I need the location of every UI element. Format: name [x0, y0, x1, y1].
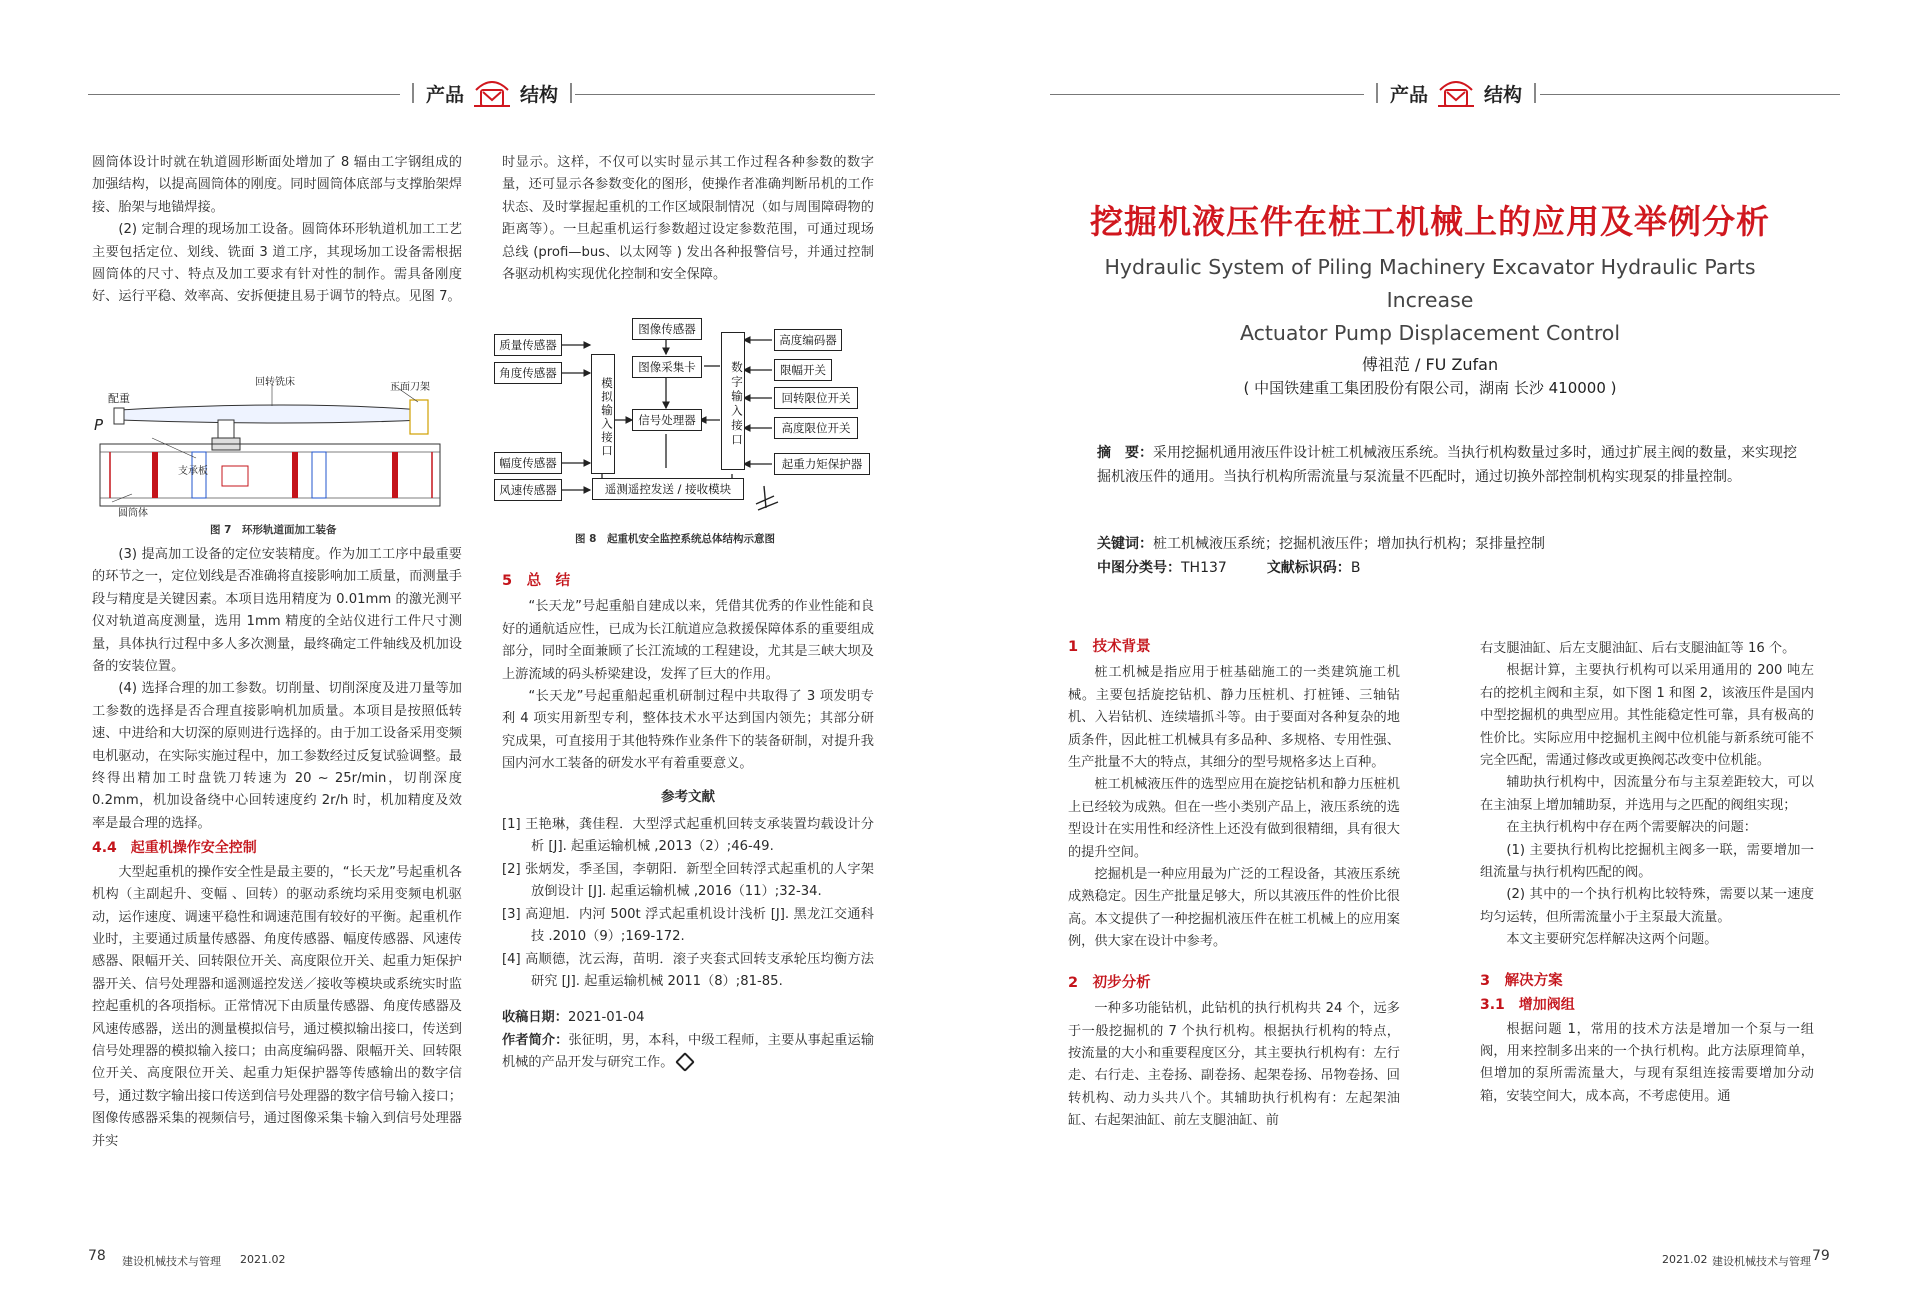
fig8-sensor-box: 起重力矩保护器 — [774, 453, 870, 475]
fig8-sensor-box: 风速传感器 — [494, 479, 562, 501]
left-footer-journal: 建设机械技术与管理 — [122, 1255, 221, 1268]
doc-code-value: B — [1350, 560, 1361, 576]
paragraph: 时显示。这样，不仅可以实时显示其工作过程各种参数的数字量，还可显示各参数变化的图形，使操作者准确判断吊机的工作状态、及时掌握起重机的工作区域限制情况（如与周围障碍物的距离等）。一旦起重机运行参数超过设定参数范围，可通过现场总线 (profi—bus、以太网等 ) 发出各种报警信号，并通过控制各驱动机构实现优化控制和安全保障。 — [502, 155, 874, 283]
header-separator — [412, 83, 414, 103]
fig7-label-front-tool-holder: 正面刀架 — [390, 382, 430, 393]
magazine-logo-icon — [1436, 76, 1476, 110]
fig8-sensor-box: 高度限位开关 — [774, 417, 858, 439]
fig7-label-cylinder: 圆筒体 — [118, 508, 148, 519]
fig7-label-p: P — [94, 416, 104, 434]
article-title-cn: 挖掘机液压件在桩工机械上的应用及举例分析 — [1090, 202, 1770, 241]
figure-7-machining-equipment — [92, 372, 462, 512]
paragraph: (2) 其中的一个执行机构比较特殊，需要以某一速度均匀运转，但所需流量小于主泵最大流量。 — [1480, 887, 1814, 925]
paragraph: “长天龙”号起重船自建成以来，凭借其优秀的作业性能和良好的通航适应性，已成为长江航道应急救援保障体系的重要组成部分，同时全面兼顾了长江流域的工程建设，尤其是三峡大坝及上游流域的码头桥梁建设，发挥了巨大的作用。 — [502, 599, 874, 682]
left-page-header — [400, 76, 584, 110]
fig7-label-rotary-milling: 回转铣床 — [255, 377, 295, 388]
section-heading-3: 3 解决方案 — [1480, 972, 1563, 989]
magazine-logo-icon — [472, 76, 512, 110]
paragraph: (3) 提高加工设备的定位安装精度。作为加工工序中最重要的环节之一，定位划线是否准确将直接影响加工质量，而测量手段与精度是关键因素。本项目选用精度为 0.01mm 的激光测平仪对轨道高度测量，选用 1mm 精度的全站仪进行工件尺寸测量，具体执行过程中多人多次测量，最终确定工件轴线及机加设备的安装位置。 — [92, 547, 462, 675]
right-footer-journal: 建设机械技术与管理 — [1712, 1255, 1811, 1268]
header-separator — [1534, 83, 1536, 103]
paragraph: (4) 选择合理的加工参数。切削量、切削深度及进刀量等加工参数的选择是否合理直接影响机加质量。本项目是按照低转速、中进给和大切深的原则进行选择的。由于加工设备采用变频电机驱动，在实际实施过程中，加工参数经过反复试验调整。最终得出精加工时盘铣刀转速为 20 ~ 25r/min，切削深度 0.2mm，机加设备绕中心回转速度约 2r/h 时，机加精度及效率是最合理的选择。 — [92, 681, 462, 831]
figure-7-caption: 图 7 环形轨道面加工装备 — [210, 524, 337, 536]
end-mark-icon — [675, 1052, 695, 1072]
clc-label: 中图分类号： — [1097, 560, 1181, 576]
left-page-column-2 — [502, 152, 874, 286]
section-heading-4-4: 4.4 起重机操作安全控制 — [92, 840, 257, 857]
section-heading-5: 5 总 结 — [502, 573, 571, 589]
fig8-digital-input-port: 数字输入接口 — [721, 332, 745, 470]
references-title: 参考文献 — [661, 788, 715, 805]
right-page-column-2 — [1480, 638, 1814, 1108]
paragraph: 辅助执行机构中，因流量分布与主泵差距较大，可以在主油泵上增加辅助泵，并选用与之匹配的阀组实现； — [1480, 775, 1814, 813]
keywords — [1097, 532, 1802, 556]
classification — [1097, 556, 1802, 580]
section-heading-1: 1 技术背景 — [1068, 639, 1151, 655]
right-page-column-1 — [1068, 636, 1400, 1133]
header-separator — [570, 83, 572, 103]
paragraph: 右支腿油缸、后左支腿油缸、后右支腿油缸等 16 个。 — [1480, 641, 1796, 656]
section-heading-3-1: 3.1 增加阀组 — [1480, 997, 1575, 1014]
paragraph: 在主执行机构中存在两个需要解决的问题： — [1506, 820, 1757, 836]
paragraph: 根据问题 1，常用的技术方法是增加一个泵与一组阀，用来控制多出来的一个执行机构。此方法原理简单，但增加的泵所需流量大，与现有泵组连接需要增加分动箱，安装空间大，成本高，不考虑使用。通 — [1480, 1021, 1814, 1104]
article-title-en — [1060, 251, 1800, 350]
article-affiliation: ( 中国铁建重工集团股份有限公司，湖南 长沙 410000 ) — [1243, 379, 1617, 397]
paragraph: 根据计算，主要执行机构可以采用通用的 200 吨左右的挖机主阀和主泵，如下图 1 和图 2，该液压件是国内中型挖掘机的典型应用。其性能稳定性可靠，具有极高的性价比。实际应用中挖掘机主阀中位机能与新系统可能不完全匹配，需通过修改或更换阀芯改变中位机能。 — [1480, 663, 1814, 769]
header-separator — [1376, 83, 1378, 103]
article-title-en-line-1: Hydraulic System of Piling Machinery Excavator Hydraulic Parts Increase — [1104, 255, 1756, 312]
fig8-image-card: 图像采集卡 — [632, 356, 702, 378]
reference-item: [1] 王艳琳，龚佳程．大型浮式起重机回转支承装置均载设计分析 [J]. 起重运输机械 ,2013（2）;46-49. — [502, 817, 874, 855]
right-page-header — [1364, 76, 1548, 110]
right-header-rule-left — [1050, 94, 1364, 95]
keywords-text: 桩工机械液压系统；挖掘机液压件；增加执行机构；泵排量控制 — [1153, 536, 1545, 552]
received-value: 2021-01-04 — [567, 1010, 645, 1026]
header-label-structure: 结构 — [520, 83, 559, 106]
left-header-rule-right — [575, 94, 875, 95]
keywords-label: 关键词： — [1097, 536, 1153, 552]
reference-item: [2] 张炳发，季圣国，李朝阳．新型全回转浮式起重机的人字架放倒设计 [J]. 起重运输机械 ,2016（11）;32-34. — [502, 861, 874, 900]
abstract-label: 摘 要： — [1097, 445, 1153, 461]
abstract — [1097, 441, 1802, 489]
fig8-telemetry-module: 遥测遥控发送 / 接收模块 — [592, 478, 744, 500]
left-page-column-1-continued — [92, 544, 462, 1153]
received-label: 收稿日期： — [502, 1010, 568, 1026]
section-heading-2: 2 初步分析 — [1068, 974, 1151, 991]
paragraph: 桩工机械液压件的选型应用在旋挖钻机和静力压桩机上已经较为成熟。但在一些小类别产品上，液压系统的选型设计在实用性和经济性上还没有做到很精细，具有很大的提升空间。 — [1068, 777, 1400, 860]
left-footer-issue: 2021.02 — [240, 1253, 286, 1266]
right-header-rule-right — [1540, 94, 1840, 95]
left-page-number: 78 — [88, 1248, 106, 1264]
received-date — [502, 1007, 874, 1029]
clc-value: TH137 — [1181, 560, 1227, 576]
fig8-sensor-box: 限幅开关 — [774, 359, 832, 381]
header-label-product: 产品 — [426, 83, 465, 106]
header-label-structure: 结构 — [1484, 83, 1523, 106]
figure-8-block-diagram — [494, 318, 874, 524]
paragraph: 一种多功能钻机，此钻机的执行机构共 24 个，远多于一般挖掘机的 7 个执行机构。根据执行机构的特点，按流量的大小和重要程度区分，其主要执行机构有：左行走、右行走、主卷扬、副卷扬、起架卷扬、吊物卷扬、回转机构、动力头共八个。其辅助执行机构有：左起架油缸、右起架油缸、前左支腿油缸、前 — [1068, 1001, 1400, 1129]
doc-code-label: 文献标识码： — [1266, 560, 1351, 576]
right-footer-issue: 2021.02 — [1662, 1253, 1708, 1266]
abstract-text: 采用挖掘机通用液压件设计桩工机械液压系统。当执行机构数量过多时，通过扩展主阀的数量，来实现挖掘机液压件的通用。当执行机构所需流量与泵流量不匹配时，通过切换外部控制机构实现泵的排量控制。 — [1097, 445, 1797, 485]
article-author: 傅祖范 / FU Zufan — [1361, 355, 1499, 374]
fig8-sensor-box: 高度编码器 — [774, 329, 842, 351]
reference-item: [4] 高顺德，沈云海，苗明．滚子夹套式回转支承轮压均衡方法研究 [J]. 起重运输机械 2011（8）;81-85. — [502, 951, 874, 989]
fig8-sensor-box: 回转限位开关 — [774, 387, 858, 409]
paragraph: “长天龙”号起重船起重机研制过程中共取得了 3 项发明专利 4 项实用新型专利，整体技术水平达到国内领先；其部分研究成果，可直接用于其他特殊作业条件下的装备研制，对提升我国内河水工装备的研发水平有着重要意义。 — [502, 689, 874, 772]
fig8-sensor-box: 质量传感器 — [494, 334, 562, 356]
paragraph: (1) 主要执行机构比挖掘机主阀多一联，需要增加一组流量与执行机构匹配的阀。 — [1480, 842, 1814, 881]
left-header-rule-left — [88, 94, 400, 95]
paragraph: 本文主要研究怎样解决这两个问题。 — [1506, 932, 1718, 948]
fig8-signal-processor: 信号处理器 — [632, 409, 702, 431]
reference-item: [3] 高迎旭．内河 500t 浮式起重机设计浅析 [J]. 黑龙江交通科技 .2010（9）;169-172. — [502, 906, 874, 945]
author-bio-value: 张征明，男，本科，中级工程师，主要从事起重运输机械的产品开发与研究工作。 — [502, 1032, 875, 1071]
paragraph: 大型起重机的操作安全性是最主要的，“长天龙”号起重机各机构（主副起升、变幅 、回转）的驱动系统均采用变频电机驱动，运作速度、调速平稳性和调速范围有较好的平衡。起重机作业时，主要通过质量传感器、角度传感器、幅度传感器、风速传感器、限幅开关、回转限位开关、高度限位开关、起重力矩保护器开关、信号处理器和遥测遥控发送／接收等模块或系统实时监控起重机的各项指标。正常情况下由质量传感器、角度传感器及风速传感器，送出的测量模拟信号，通过模拟输出接口，传送到信号处理器的模拟输入接口；由高度编码器、限幅开关、回转限位开关、高度限位开关、起重力矩保护器等传感输出的数字信号，通过数字输出接口传送到信号处理器的数字信号输入接口；图像传感器采集的视频信号，通过图像采集卡输入到信号处理器并实 — [92, 864, 462, 1149]
paragraph: 圆筒体设计时就在轨道圆形断面处增加了 8 辐由工字钢组成的加强结构，以提高圆筒体的刚度。同时圆筒体底部与支撑胎架焊接、胎架与地锚焊接。 — [92, 155, 462, 215]
fig8-image-sensor: 图像传感器 — [632, 318, 702, 340]
fig7-label-support-plate: 支承板 — [178, 466, 208, 477]
author-bio-label: 作者简介： — [502, 1032, 569, 1048]
right-page-number: 79 — [1812, 1248, 1830, 1264]
left-page-column-1 — [92, 152, 462, 309]
figure-8-caption: 图 8 起重机安全监控系统总体结构示意图 — [575, 533, 775, 545]
fig7-label-counterweight: 配重 — [108, 392, 130, 405]
author-bio — [502, 1030, 874, 1075]
left-page-column-2-continued — [502, 570, 874, 1075]
fig8-sensor-box: 幅度传感器 — [494, 452, 562, 474]
paragraph: 挖掘机是一种应用最为广泛的工程设备，其液压系统成熟稳定。因生产批量足够大，所以其液压件的性价比很高。本文提供了一种挖掘机液压件在桩工机械上的应用案例，供大家在设计中参考。 — [1068, 867, 1400, 950]
fig8-analog-input-port: 模拟输入接口 — [591, 354, 615, 474]
paragraph: 桩工机械是指应用于桩基础施工的一类建筑施工机械。主要包括旋挖钻机、静力压桩机、打桩锤、三轴钻机、入岩钻机、连续墙抓斗等。由于要面对各种复杂的地质条件，因此桩工机械具有多品种、多规格、专用性强、生产批量不大的特点，其细分的型号规格多达上百种。 — [1068, 665, 1400, 771]
header-label-product: 产品 — [1390, 83, 1429, 106]
article-title-en-line-2: Actuator Pump Displacement Control — [1239, 321, 1621, 345]
paragraph: (2) 定制合理的现场加工设备。圆筒体环形轨道机加工工艺主要包括定位、划线、铣面 3 道工序，其现场加工设备需根据圆筒体的尺寸、特点及加工要求有针对性的制作。需具备刚度好、运行平稳、效率高、安拆便捷且易于调节的特点。见图 7。 — [92, 222, 462, 305]
fig8-sensor-box: 角度传感器 — [494, 362, 562, 384]
